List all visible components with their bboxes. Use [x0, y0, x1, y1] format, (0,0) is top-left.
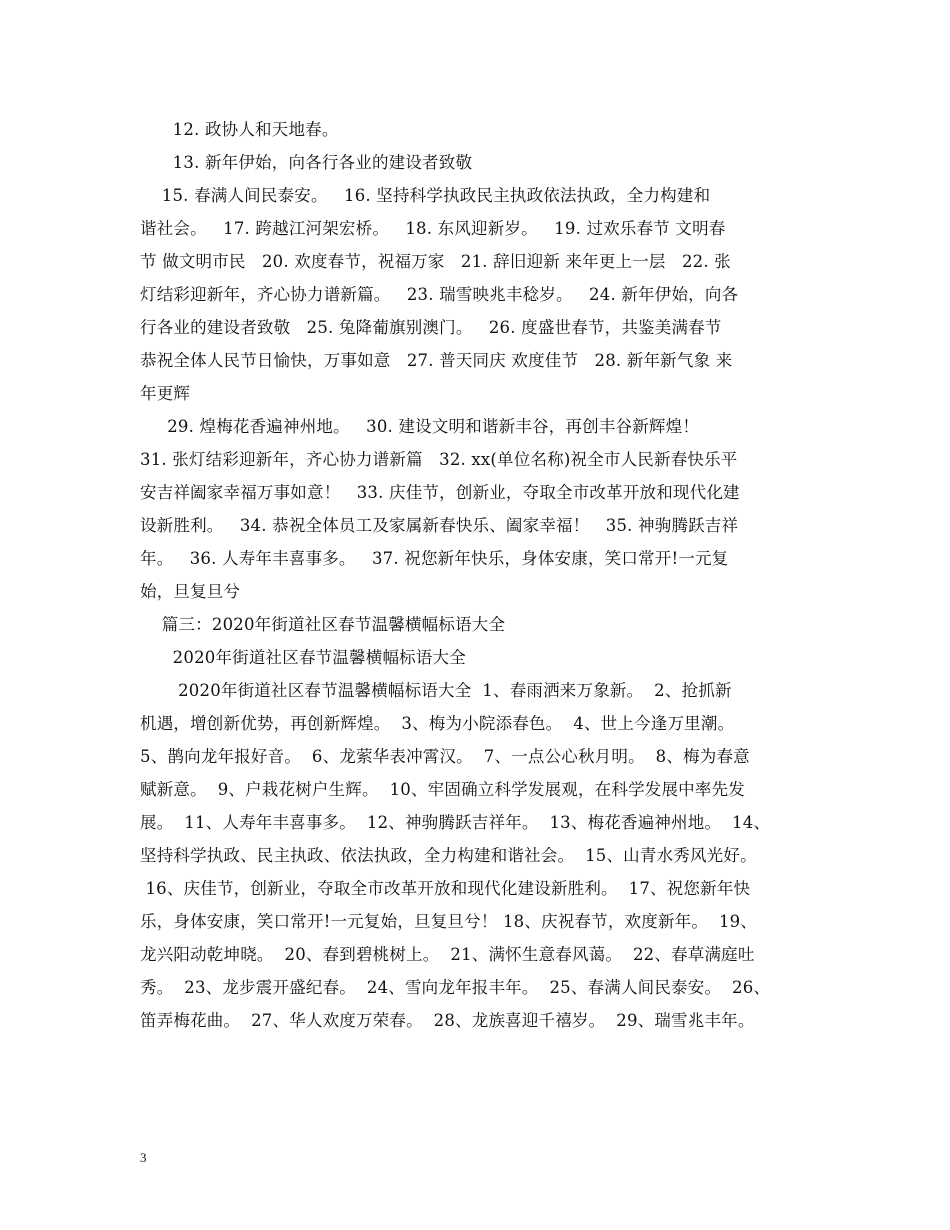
text-line: 设新胜利。 34. 恭祝全体员工及家属新春快乐、阖家幸福！ 35. 神驹腾跃吉祥: [140, 516, 739, 535]
text-line: 13. 新年伊始，向各行各业的建设者致敬: [140, 153, 473, 172]
text-line: 2020年街道社区春节温馨横幅标语大全 1、春雨洒来万象新。 2、抢抓新: [140, 681, 732, 700]
text-line: 笛弄梅花曲。 27、华人欢度万荣春。 28、龙族喜迎千禧岁。 29、瑞雪兆丰年。: [140, 1011, 755, 1030]
text-line: 恭祝全体人民节日愉快，万事如意 27. 普天同庆 欢度佳节 28. 新年新气象 来: [140, 351, 733, 370]
text-line: 灯结彩迎新年，齐心协力谱新篇。 23. 瑞雪映兆丰稔岁。 24. 新年伊始，向各: [140, 285, 739, 304]
section-title: 2020年街道社区春节温馨横幅标语大全: [140, 648, 466, 667]
text-line: 16、庆佳节，创新业，夺取全市改革开放和现代化建设新胜利。 17、祝您新年快: [140, 879, 751, 898]
text-line: 龙兴阳动乾坤晓。 20、春到碧桃树上。 21、满怀生意春风蔼。 22、春草满庭吐: [140, 945, 755, 964]
text-line: 安吉祥阖家幸福万事如意！ 33. 庆佳节，创新业，夺取全市改革开放和现代化建: [140, 483, 740, 502]
text-line: 29. 煌梅花香遍神州地。 30. 建设文明和谐新丰谷，再创丰谷新辉煌！: [140, 417, 700, 436]
text-line: 节 做文明市民 20. 欢度春节，祝福万家 21. 辞旧迎新 来年更上一层 22. 张: [140, 252, 731, 271]
text-line: 5、鹊向龙年报好音。 6、龙萦华表冲霄汉。 7、一点公心秋月明。 8、梅为春意: [140, 747, 750, 766]
text-line: 15. 春满人间民泰安。 16. 坚持科学执政民主执政依法执政，全力构建和: [140, 186, 711, 205]
text-line: 展。 11、人寿年丰喜事多。 12、神驹腾跃吉祥年。 13、梅花香遍神州地。 14、: [140, 813, 771, 832]
text-line: 12. 政协人和天地春。: [140, 120, 339, 139]
text-line: 年。 36. 人寿年丰喜事多。 37. 祝您新年快乐，身体安康，笑口常开!一元复: [140, 549, 729, 568]
text-line: 谐社会。 17. 跨越江河架宏桥。 18. 东风迎新岁。 19. 过欢乐春节 文明春: [140, 219, 726, 238]
text-line: 始，旦复旦兮: [140, 582, 241, 601]
text-line: 机遇，增创新优势，再创新辉煌。 3、梅为小院添春色。 4、世上今逢万里潮。: [140, 714, 735, 733]
text-line: 31. 张灯结彩迎新年，齐心协力谱新篇 32. xx(单位名称)祝全市人民新春快乐平: [140, 450, 738, 469]
page-number: 3: [140, 1150, 147, 1165]
section-heading: 篇三：2020年街道社区春节温馨横幅标语大全: [140, 615, 506, 634]
text-line: 赋新意。 9、户栽花树户生辉。 10、牢固确立科学发展观，在科学发展中率先发: [140, 780, 745, 799]
text-line: 年更辉: [140, 384, 191, 403]
text-line: 秀。 23、龙步震开盛纪春。 24、雪向龙年报丰年。 25、春满人间民泰安。 26、: [140, 978, 771, 997]
text-line: 乐，身体安康，笑口常开!一元复始，旦复旦兮！ 18、庆祝春节，欢度新年。 19、: [140, 912, 758, 931]
text-line: 行各业的建设者致敬 25. 兔降葡旗别澳门。 26. 度盛世春节，共鉴美满春节: [140, 318, 722, 337]
text-line: 坚持科学执政、民主执政、依法执政，全力构建和谐社会。 15、山青水秀风光好。: [140, 846, 757, 865]
